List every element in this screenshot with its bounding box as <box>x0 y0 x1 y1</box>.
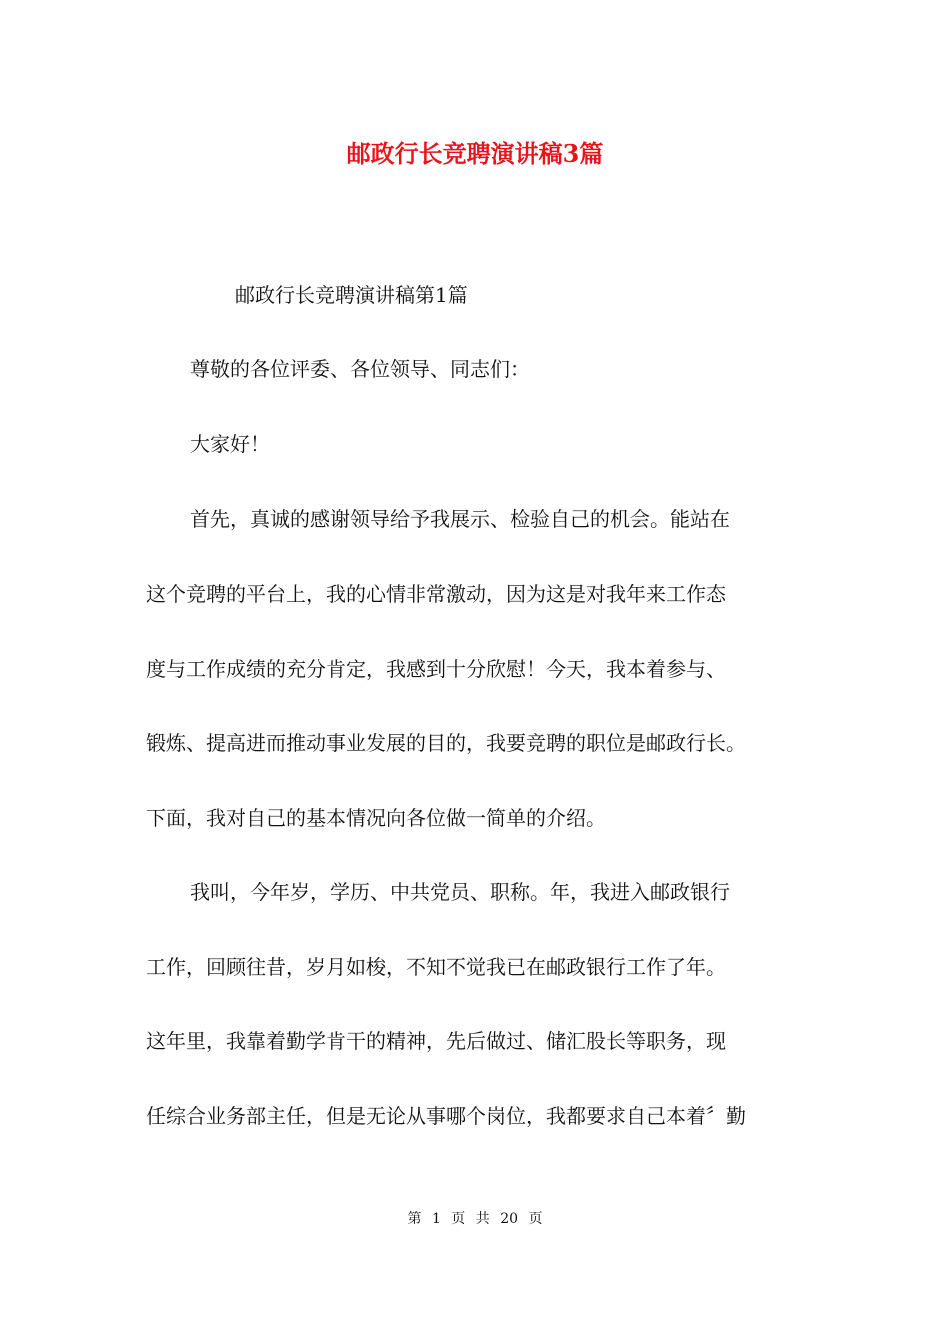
section-heading: 邮政行长竞聘演讲稿第1篇 <box>235 283 468 307</box>
page-number: 第 1 页 共 20 页 <box>407 1211 543 1227</box>
paragraph-line: 度与工作成绩的充分肯定，我感到十分欣慰！今天，我本着参与、 <box>146 657 726 681</box>
paragraph-line: 这个竞聘的平台上，我的心情非常激动，因为这是对我年来工作态 <box>146 582 726 606</box>
paragraph-line: 任综合业务部主任，但是无论从事哪个岗位，我都要求自己本着〞勤 <box>146 1104 746 1128</box>
document-title: 邮政行长竞聘演讲稿3篇 <box>346 139 604 168</box>
paragraph-line: 工作，回顾往昔，岁月如梭，不知不觉我已在邮政银行工作了年。 <box>146 955 726 979</box>
paragraph-line: 首先，真诚的感谢领导给予我展示、检验自己的机会。能站在 <box>190 507 730 531</box>
paragraph-line: 我叫，今年岁，学历、中共党员、职称。年，我进入邮政银行 <box>190 880 730 904</box>
paragraph-line: 大家好！ <box>190 432 270 456</box>
paragraph-line: 锻炼、提高进而推动事业发展的目的，我要竞聘的职位是邮政行长。 <box>146 731 746 755</box>
paragraph-line: 尊敬的各位评委、各位领导、同志们： <box>190 357 530 381</box>
paragraph-line: 下面，我对自己的基本情况向各位做一简单的介绍。 <box>146 806 606 830</box>
paragraph-line: 这年里，我靠着勤学肯干的精神，先后做过、储汇股长等职务，现 <box>146 1029 726 1053</box>
